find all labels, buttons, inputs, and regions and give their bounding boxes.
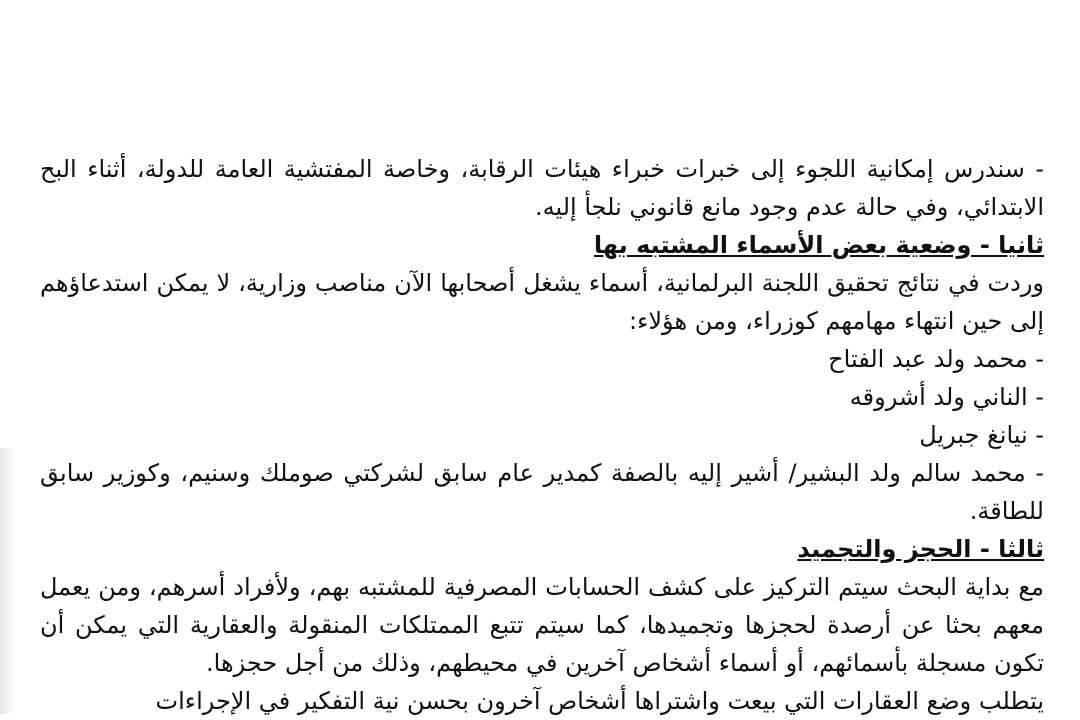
paragraph-3: مع بداية البحث سيتم التركيز على كشف الحسابات المصرفية للمشتبه بهم، ولأفراد أسرهم، ومن يعمل معهم بحثا عن أرصدة لحجزها وتجميدها، كما سيتم تتبع الممتلكات المنقولة والعقارية التي يمكن أن تكون مسجلة بأسمائهم، أو أسماء أشخاص آخرين في محيطهم، وذلك من أجل حجزها. <box>40 573 1044 677</box>
name-item-4: - محمد سالم ولد البشير/ أشير إليه بالصفة كمدير عام سابق لشركتي صوملك وسنيم، وكوزير سابق للطاقة. <box>40 459 1044 525</box>
document-body <box>40 150 1044 720</box>
heading-second-section: ثانيا - وضعية بعض الأسماء المشتبه بها <box>593 231 1044 259</box>
heading-third-section: ثالثا - الحجز والتجميد <box>797 535 1044 563</box>
paragraph-1: - سندرس إمكانية اللجوء إلى خبرات خبراء هيئات الرقابة، وخاصة المفتشية العامة للدولة، أثناء البح الابتدائي، وفي حالة عدم وجود مانع قانوني نلجأ إليه. <box>40 155 1044 221</box>
name-item-3: - نيانغ جبريل <box>919 421 1044 449</box>
name-item-1: - محمد ولد عبد الفتاح <box>828 345 1044 373</box>
page-edge-shadow <box>0 448 16 714</box>
name-item-2: - الناني ولد أشروقه <box>849 383 1044 411</box>
paragraph-4-partial: يتطلب وضع العقارات التي بيعت واشتراها أشخاص آخرون بحسن نية التفكير في الإجراءات <box>155 687 1044 715</box>
paragraph-2: وردت في نتائج تحقيق اللجنة البرلمانية، أسماء يشغل أصحابها الآن مناصب وزارية، لا يمكن استدعاؤهم إلى حين انتهاء مهامهم كوزراء، ومن هؤلاء: <box>40 269 1044 335</box>
